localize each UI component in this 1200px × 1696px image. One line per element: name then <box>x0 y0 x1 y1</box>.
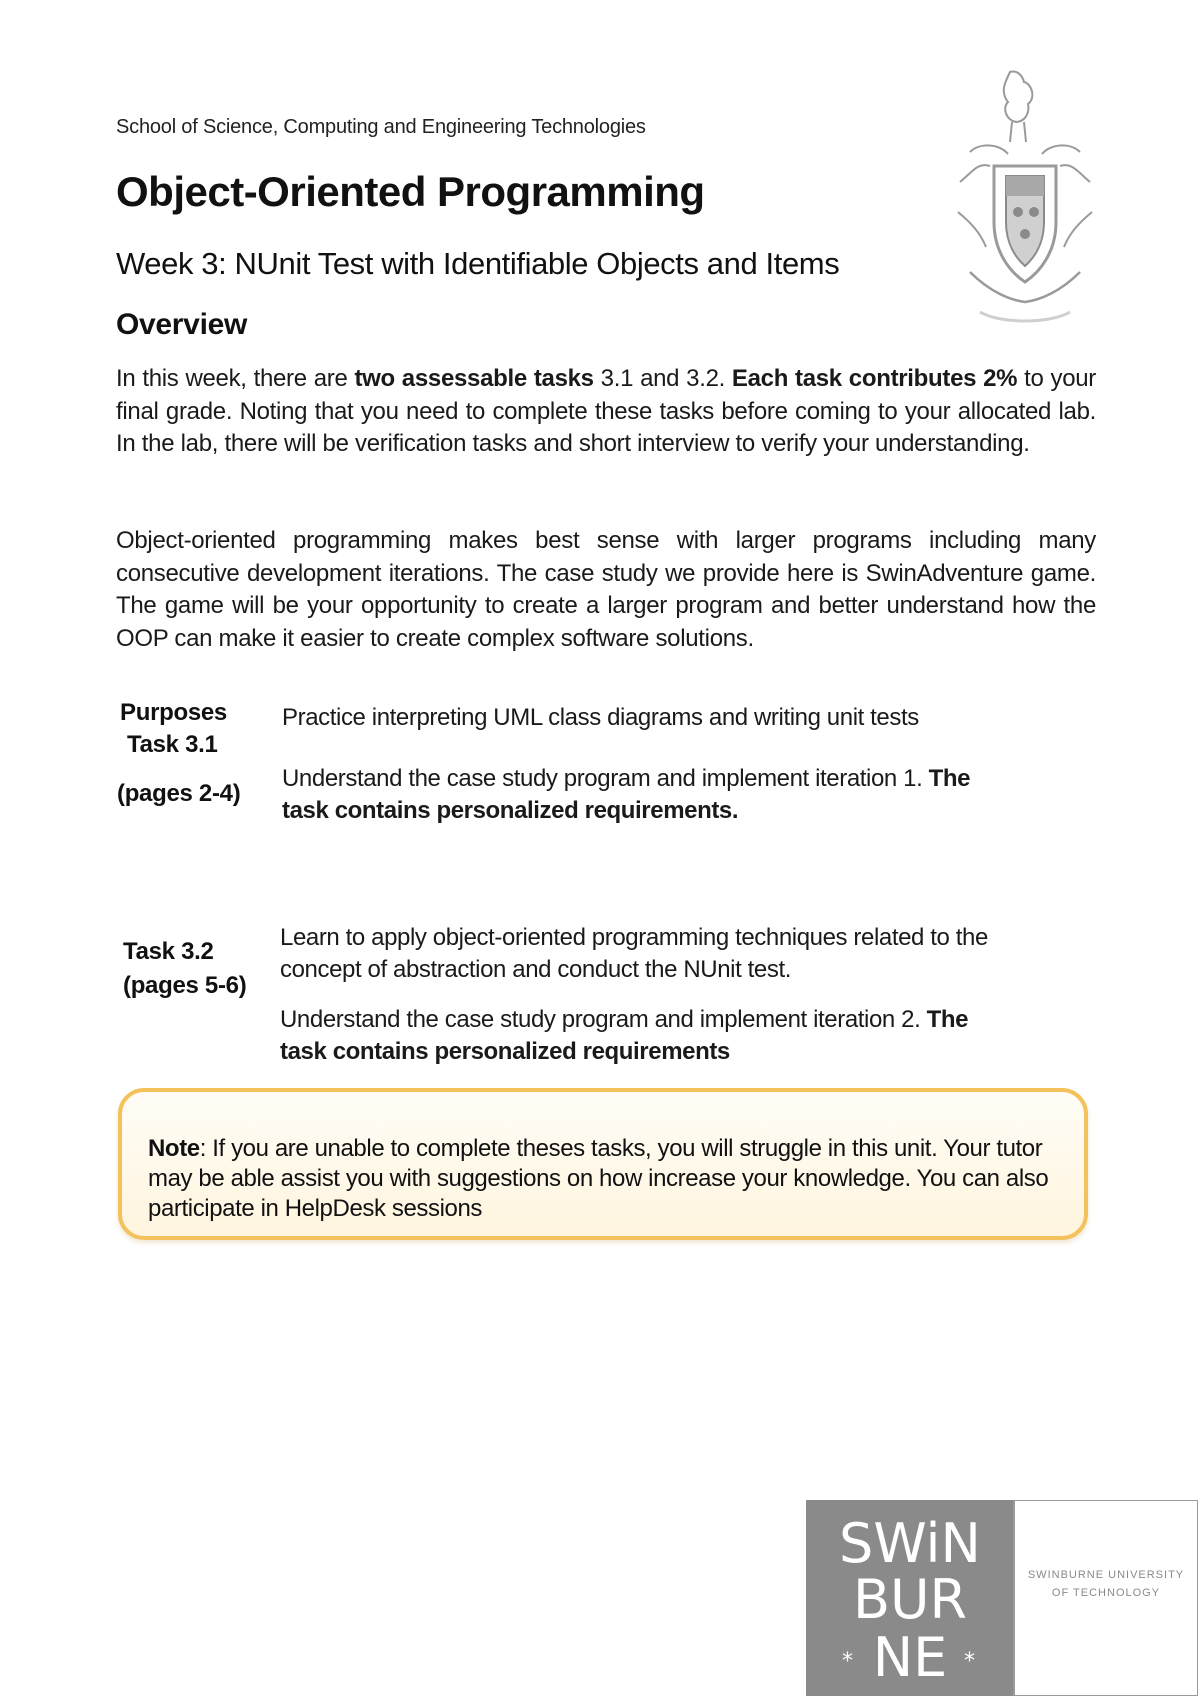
overview-paragraph-2: Object-oriented programming makes best sense with larger programs including many consecutive development iterations. The case study we provide here is SwinAdventure game. The game will be your opportunity to create a larger program and better understand how the OOP can make it easier to create complex software solutions. <box>116 527 1096 652</box>
logo-line-2: BUR <box>852 1568 968 1631</box>
page-subtitle: Week 3: NUnit Test with Identifiable Objects and Items <box>116 246 840 281</box>
task-3-1-purpose-2-bold: The task contains personalized requirements. <box>282 765 971 824</box>
note-label: Note <box>148 1135 200 1162</box>
task-3-2-purpose-2-bold: The task contains personalized requirements <box>280 1006 969 1065</box>
logo-star-left: * <box>842 1649 853 1674</box>
p1-text-2: 3.1 and 3.2. <box>593 365 732 392</box>
swinburne-logo <box>806 1500 1198 1696</box>
task-3-2-purpose-2 <box>280 1004 1020 1068</box>
logo-caption-2: OF TECHNOLOGY <box>1051 1587 1161 1599</box>
note-text <box>148 1134 1068 1224</box>
task-3-2-purpose-1: Learn to apply object-oriented programming techniques related to the concept of abstraction and conduct the NUnit test. <box>280 924 988 983</box>
task-3-1-purpose-2-text: Understand the case study program and implement iteration 1. <box>282 765 929 792</box>
page-title: Object-Oriented Programming <box>116 168 705 215</box>
task-3-2-purpose-2-text: Understand the case study program and implement iteration 2. <box>280 1006 927 1033</box>
note-box <box>118 1088 1088 1240</box>
task-3-1-pages: (pages 2-4) <box>117 780 241 807</box>
task-3-1-label: Task 3.1 <box>127 731 218 758</box>
school-name: School of Science, Computing and Engineering Technologies <box>116 116 646 138</box>
p1-text-3: to your final grade. Noting that you need to complete these tasks before coming to your allocated lab. In the lab, there will be verification tasks and short interview to verify your understanding. <box>116 365 1096 457</box>
logo-caption-1: SWINBURNE UNIVERSITY <box>1027 1569 1185 1581</box>
note-body: : If you are unable to complete theses tasks, you will struggle in this unit. Your tutor may be able assist you with suggestions on how increase your knowledge. You can also participate in HelpDesk sessions <box>148 1135 1049 1222</box>
logo-line-3: NE <box>872 1626 948 1689</box>
overview-paragraph-1 <box>116 363 1096 461</box>
p1-bold-1: two assessable tasks <box>354 365 594 392</box>
logo-star-right: * <box>964 1649 975 1674</box>
purposes-label: Purposes <box>120 699 227 726</box>
p1-bold-2: Each task contributes 2% <box>731 365 1018 392</box>
task-3-1-purpose-1: Practice interpreting UML class diagrams and writing unit tests <box>282 704 919 731</box>
task-3-1-purpose-2 <box>282 763 1022 827</box>
task-3-2-pages: (pages 5-6) <box>123 972 247 999</box>
overview-heading: Overview <box>116 308 248 341</box>
logo-line-1: SWiN <box>839 1512 981 1575</box>
university-crest-icon <box>950 62 1100 342</box>
p1-text-1: In this week, there are <box>116 365 355 392</box>
task-3-2-label: Task 3.2 <box>123 938 214 965</box>
